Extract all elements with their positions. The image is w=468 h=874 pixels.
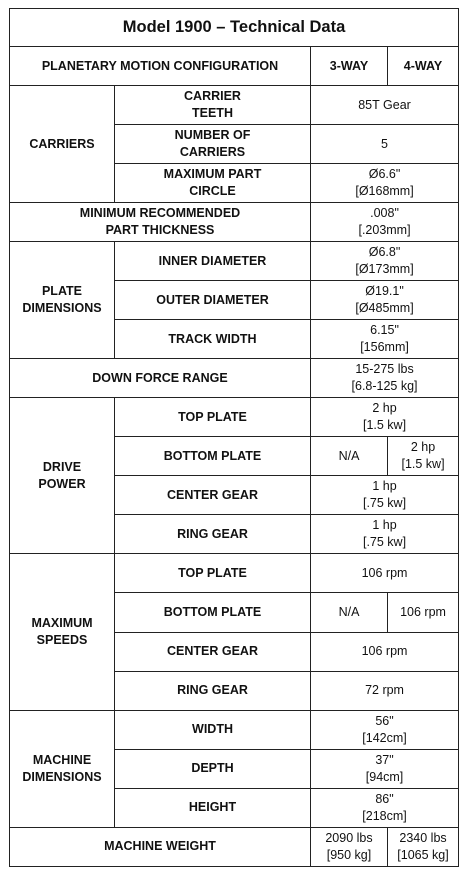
drive-ring-gear-label: RING GEAR (115, 515, 311, 554)
table-row (10, 827, 459, 866)
four-way-header: 4-WAY (388, 47, 459, 86)
speed-top-plate-value: 106 rpm (311, 554, 459, 593)
table-row (10, 554, 459, 593)
width-value: 56" [142cm] (311, 710, 459, 749)
height-value: 86" [218cm] (311, 788, 459, 827)
speed-center-gear-value: 106 rpm (311, 632, 459, 671)
drive-center-gear-value: 1 hp [.75 kw] (311, 476, 459, 515)
speed-ring-gear-value: 72 rpm (311, 671, 459, 710)
depth-value: 37" [94cm] (311, 749, 459, 788)
height-label: HEIGHT (115, 788, 311, 827)
min-thickness-value: .008" [.203mm] (311, 203, 459, 242)
machine-weight-three-way: 2090 lbs [950 kg] (311, 827, 388, 866)
drive-top-plate-value: 2 hp [1.5 kw] (311, 398, 459, 437)
min-thickness-label: MINIMUM RECOMMENDED PART THICKNESS (10, 203, 311, 242)
machine-weight-label: MACHINE WEIGHT (10, 827, 311, 866)
max-part-circle-value: Ø6.6" [Ø168mm] (311, 164, 459, 203)
carriers-label: CARRIERS (10, 86, 115, 203)
speed-bottom-plate-four-way: 106 rpm (388, 593, 459, 632)
max-part-circle-label: MAXIMUM PART CIRCLE (115, 164, 311, 203)
speed-bottom-plate-label: BOTTOM PLATE (115, 593, 311, 632)
table-title: Model 1900 – Technical Data (10, 9, 459, 47)
table-row (10, 86, 459, 125)
table-row (10, 359, 459, 398)
down-force-value: 15-275 lbs [6.8-125 kg] (311, 359, 459, 398)
config-label: PLANETARY MOTION CONFIGURATION (10, 47, 311, 86)
outer-diameter-label: OUTER DIAMETER (115, 281, 311, 320)
title-row (10, 9, 459, 47)
table-row (10, 398, 459, 437)
drive-bottom-plate-four-way: 2 hp [1.5 kw] (388, 437, 459, 476)
width-label: WIDTH (115, 710, 311, 749)
drive-power-label: DRIVE POWER (10, 398, 115, 554)
number-of-carriers-label: NUMBER OF CARRIERS (115, 125, 311, 164)
table-row (10, 710, 459, 749)
technical-data-table (9, 8, 459, 867)
drive-top-plate-label: TOP PLATE (115, 398, 311, 437)
carrier-teeth-label: CARRIER TEETH (115, 86, 311, 125)
number-of-carriers-value: 5 (311, 125, 459, 164)
three-way-header: 3-WAY (311, 47, 388, 86)
speed-ring-gear-label: RING GEAR (115, 671, 311, 710)
outer-diameter-value: Ø19.1" [Ø485mm] (311, 281, 459, 320)
plate-dimensions-label: PLATE DIMENSIONS (10, 242, 115, 359)
maximum-speeds-label: MAXIMUM SPEEDS (10, 554, 115, 710)
config-row (10, 47, 459, 86)
depth-label: DEPTH (115, 749, 311, 788)
track-width-value: 6.15" [156mm] (311, 320, 459, 359)
drive-center-gear-label: CENTER GEAR (115, 476, 311, 515)
carrier-teeth-value: 85T Gear (311, 86, 459, 125)
drive-bottom-plate-three-way: N/A (311, 437, 388, 476)
speed-top-plate-label: TOP PLATE (115, 554, 311, 593)
down-force-label: DOWN FORCE RANGE (10, 359, 311, 398)
drive-ring-gear-value: 1 hp [.75 kw] (311, 515, 459, 554)
machine-dimensions-label: MACHINE DIMENSIONS (10, 710, 115, 827)
table-row (10, 203, 459, 242)
speed-center-gear-label: CENTER GEAR (115, 632, 311, 671)
machine-weight-four-way: 2340 lbs [1065 kg] (388, 827, 459, 866)
track-width-label: TRACK WIDTH (115, 320, 311, 359)
table-row (10, 242, 459, 281)
inner-diameter-value: Ø6.8" [Ø173mm] (311, 242, 459, 281)
drive-bottom-plate-label: BOTTOM PLATE (115, 437, 311, 476)
inner-diameter-label: INNER DIAMETER (115, 242, 311, 281)
speed-bottom-plate-three-way: N/A (311, 593, 388, 632)
